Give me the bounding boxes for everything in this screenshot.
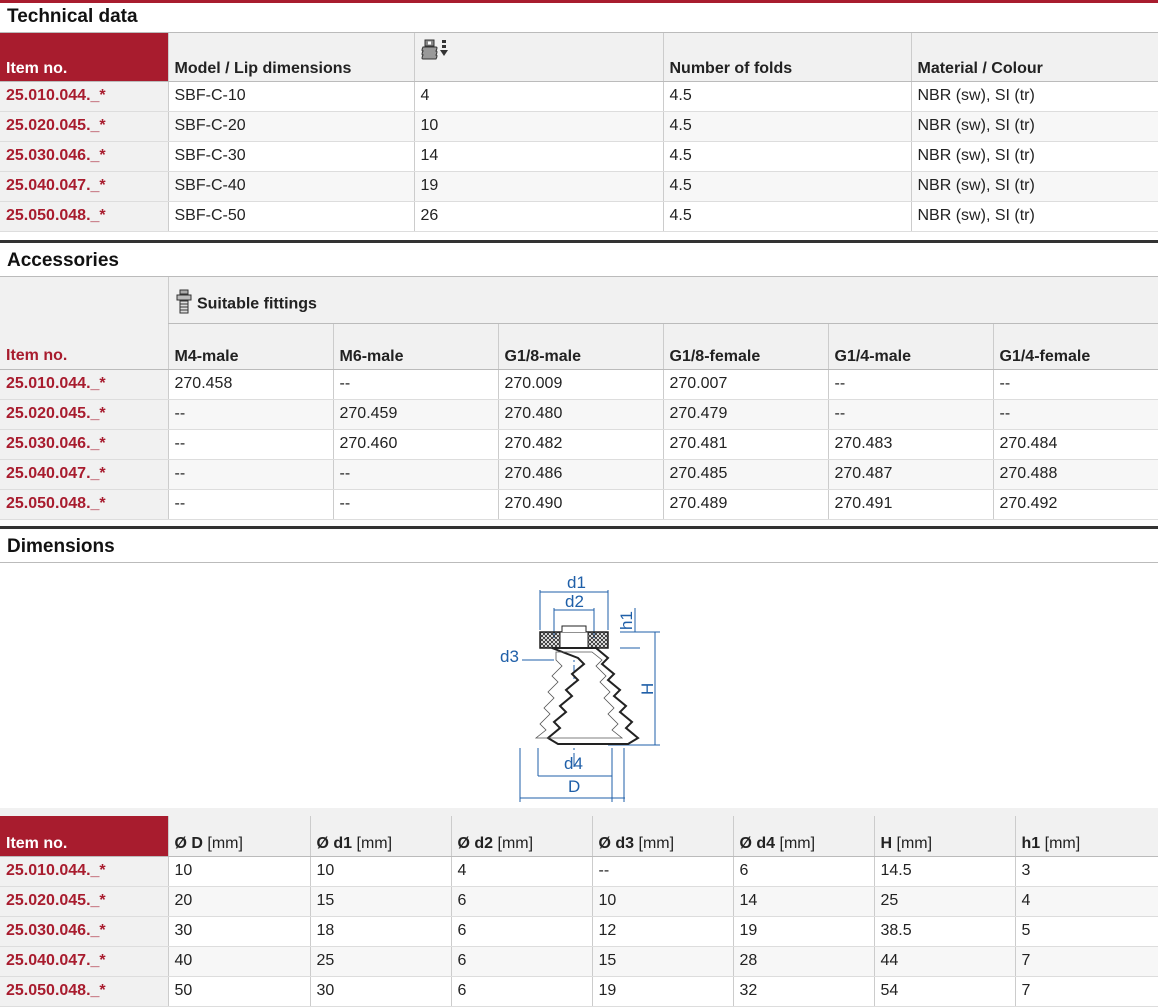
section-divider xyxy=(0,526,1158,529)
dimension-header xyxy=(451,816,592,856)
table-row xyxy=(0,459,1158,489)
table-row xyxy=(0,399,1158,429)
item-number-cell: 25.030.046._* xyxy=(0,429,168,459)
table-cell-H: 14.5 xyxy=(874,856,1015,886)
table-cell-H: 54 xyxy=(874,976,1015,1006)
suitable-fittings-header xyxy=(168,277,1158,323)
table-cell-c4: 270.481 xyxy=(663,429,828,459)
table-cell-c6: -- xyxy=(993,369,1158,399)
table-cell-h1: 4 xyxy=(1015,886,1158,916)
table-cell-c4: 270.485 xyxy=(663,459,828,489)
dimension-symbol: Ø d2 xyxy=(457,834,494,852)
table-cell-folds: 4.5 xyxy=(663,201,911,231)
technical-data-table xyxy=(0,33,1158,232)
label-d4: d4 xyxy=(564,754,583,773)
table-cell-c1: -- xyxy=(168,429,333,459)
dimension-unit: [mm] xyxy=(207,834,243,852)
table-cell-d3: 12 xyxy=(592,916,733,946)
table-cell-folds: 4.5 xyxy=(663,81,911,111)
divider xyxy=(0,562,1158,563)
item-number-cell: 25.020.045._* xyxy=(0,886,168,916)
table-cell-c4: 270.479 xyxy=(663,399,828,429)
table-cell-folds: 4.5 xyxy=(663,141,911,171)
g14-female-header: G1/4-female xyxy=(993,323,1158,369)
table-cell-c6: 270.484 xyxy=(993,429,1158,459)
table-cell-c1: -- xyxy=(168,489,333,519)
label-d1: d1 xyxy=(567,573,586,592)
item-number-cell: 25.020.045._* xyxy=(0,399,168,429)
table-cell-c3: 270.490 xyxy=(498,489,663,519)
table-cell-folds: 4.5 xyxy=(663,111,911,141)
dimension-unit: [mm] xyxy=(896,834,933,852)
table-cell-d3: 15 xyxy=(592,946,733,976)
item-number-cell: 25.050.048._* xyxy=(0,201,168,231)
item-number-cell: 25.010.044._* xyxy=(0,856,168,886)
table-cell-h1: 7 xyxy=(1015,946,1158,976)
table-cell-D: 40 xyxy=(168,946,310,976)
table-cell-c2: -- xyxy=(333,489,498,519)
m6-male-header: M6-male xyxy=(333,323,498,369)
table-cell-d4: 14 xyxy=(733,886,874,916)
item-number-cell: 25.040.047._* xyxy=(0,946,168,976)
table-cell-model: SBF-C-50 xyxy=(168,201,414,231)
material-header: Material / Colour xyxy=(911,33,1158,81)
label-h1: h1 xyxy=(617,611,636,630)
table-row xyxy=(0,489,1158,519)
accessories-title: Accessories xyxy=(7,250,119,271)
dimensions-table xyxy=(0,816,1158,1007)
table-row xyxy=(0,886,1158,916)
table-cell-d1: 15 xyxy=(310,886,451,916)
dimension-unit: [mm] xyxy=(1044,834,1081,852)
table-cell-d1: 30 xyxy=(310,976,451,1006)
table-cell-d2: 4 xyxy=(451,856,592,886)
item-number-cell: 25.030.046._* xyxy=(0,141,168,171)
item-number-cell: 25.050.048._* xyxy=(0,489,168,519)
table-cell-h1: 3 xyxy=(1015,856,1158,886)
table-cell-c6: 270.488 xyxy=(993,459,1158,489)
item-number-cell: 25.040.047._* xyxy=(0,171,168,201)
item-number-cell: 25.010.044._* xyxy=(0,369,168,399)
table-cell-d1: 18 xyxy=(310,916,451,946)
table-cell-c4: 270.007 xyxy=(663,369,828,399)
table-row xyxy=(0,429,1158,459)
table-cell-d2: 6 xyxy=(451,976,592,1006)
table-cell-folds: 4.5 xyxy=(663,171,911,201)
table-cell-vol: 10 xyxy=(414,111,663,141)
table-cell-vol: 14 xyxy=(414,141,663,171)
table-row xyxy=(0,81,1158,111)
table-row xyxy=(0,856,1158,886)
g18-male-header: G1/8-male xyxy=(498,323,663,369)
divider xyxy=(0,808,1158,816)
suction-volume-icon xyxy=(421,39,451,70)
table-cell-material: NBR (sw), SI (tr) xyxy=(911,111,1158,141)
table-cell-c6: 270.492 xyxy=(993,489,1158,519)
table-cell-c6: -- xyxy=(993,399,1158,429)
table-cell-H: 25 xyxy=(874,886,1015,916)
table-cell-material: NBR (sw), SI (tr) xyxy=(911,81,1158,111)
table-cell-c2: 270.459 xyxy=(333,399,498,429)
dimension-symbol: h1 xyxy=(1021,834,1041,852)
item-number-cell: 25.030.046._* xyxy=(0,916,168,946)
table-cell-c3: 270.480 xyxy=(498,399,663,429)
table-cell-c3: 270.482 xyxy=(498,429,663,459)
top-accent-line xyxy=(0,0,1158,3)
table-row xyxy=(0,111,1158,141)
table-cell-D: 50 xyxy=(168,976,310,1006)
table-cell-d1: 10 xyxy=(310,856,451,886)
fitting-icon xyxy=(175,289,193,320)
dimension-unit: [mm] xyxy=(779,834,816,852)
table-cell-c5: 270.491 xyxy=(828,489,993,519)
table-cell-d4: 28 xyxy=(733,946,874,976)
dimension-header xyxy=(310,816,451,856)
table-cell-c5: -- xyxy=(828,399,993,429)
table-cell-model: SBF-C-30 xyxy=(168,141,414,171)
table-cell-H: 38.5 xyxy=(874,916,1015,946)
table-cell-vol: 4 xyxy=(414,81,663,111)
table-cell-d2: 6 xyxy=(451,886,592,916)
table-cell-material: NBR (sw), SI (tr) xyxy=(911,201,1158,231)
dimension-unit: [mm] xyxy=(638,834,675,852)
dimension-header xyxy=(168,816,310,856)
item-no-header: Item no. xyxy=(0,816,168,856)
dimension-symbol: H xyxy=(880,834,893,852)
table-cell-model: SBF-C-20 xyxy=(168,111,414,141)
table-cell-c2: -- xyxy=(333,459,498,489)
section-divider xyxy=(0,240,1158,243)
table-cell-c4: 270.489 xyxy=(663,489,828,519)
item-number-cell: 25.040.047._* xyxy=(0,459,168,489)
dimension-drawing xyxy=(490,568,670,804)
table-cell-c5: -- xyxy=(828,369,993,399)
dimension-unit: [mm] xyxy=(356,834,393,852)
dimension-header xyxy=(733,816,874,856)
folds-header: Number of folds xyxy=(663,33,911,81)
table-cell-d4: 6 xyxy=(733,856,874,886)
table-cell-vol: 19 xyxy=(414,171,663,201)
table-cell-D: 10 xyxy=(168,856,310,886)
table-cell-d2: 6 xyxy=(451,916,592,946)
table-cell-d4: 32 xyxy=(733,976,874,1006)
g18-female-header: G1/8-female xyxy=(663,323,828,369)
item-no-header: Item no. xyxy=(0,33,168,81)
table-row xyxy=(0,171,1158,201)
table-cell-d2: 6 xyxy=(451,946,592,976)
table-cell-h1: 7 xyxy=(1015,976,1158,1006)
accessories-table xyxy=(0,277,1158,520)
table-cell-d3: 19 xyxy=(592,976,733,1006)
table-cell-c1: -- xyxy=(168,459,333,489)
table-row xyxy=(0,946,1158,976)
dimension-symbol: Ø D xyxy=(174,834,203,852)
table-cell-d3: -- xyxy=(592,856,733,886)
m4-male-header: M4-male xyxy=(168,323,333,369)
dimension-symbol: Ø d4 xyxy=(739,834,776,852)
suitable-fittings-label: Suitable fittings xyxy=(196,295,317,313)
item-number-cell: 25.050.048._* xyxy=(0,976,168,1006)
table-cell-c2: -- xyxy=(333,369,498,399)
table-row xyxy=(0,369,1158,399)
volume-header xyxy=(414,33,663,81)
label-d3: d3 xyxy=(500,647,519,666)
table-cell-d3: 10 xyxy=(592,886,733,916)
label-H: H xyxy=(638,682,657,695)
dimension-unit: [mm] xyxy=(497,834,534,852)
dimension-symbol: Ø d3 xyxy=(598,834,635,852)
label-D: D xyxy=(568,777,581,796)
table-cell-material: NBR (sw), SI (tr) xyxy=(911,171,1158,201)
table-cell-h1: 5 xyxy=(1015,916,1158,946)
dimension-header xyxy=(592,816,733,856)
table-cell-model: SBF-C-40 xyxy=(168,171,414,201)
item-number-cell: 25.020.045._* xyxy=(0,111,168,141)
table-cell-c2: 270.460 xyxy=(333,429,498,459)
dimension-symbol: Ø d1 xyxy=(316,834,353,852)
table-cell-d4: 19 xyxy=(733,916,874,946)
table-cell-c1: -- xyxy=(168,399,333,429)
item-number-cell: 25.010.044._* xyxy=(0,81,168,111)
table-cell-c3: 270.009 xyxy=(498,369,663,399)
model-header: Model / Lip dimensions xyxy=(168,33,414,81)
dimension-header xyxy=(1015,816,1158,856)
g14-male-header: G1/4-male xyxy=(828,323,993,369)
table-cell-D: 30 xyxy=(168,916,310,946)
table-cell-c3: 270.486 xyxy=(498,459,663,489)
table-cell-H: 44 xyxy=(874,946,1015,976)
dimension-header xyxy=(874,816,1015,856)
table-cell-c5: 270.487 xyxy=(828,459,993,489)
table-cell-c1: 270.458 xyxy=(168,369,333,399)
label-d2: d2 xyxy=(565,592,584,611)
dimensions-title: Dimensions xyxy=(7,536,115,557)
table-row xyxy=(0,201,1158,231)
table-row xyxy=(0,976,1158,1006)
table-cell-material: NBR (sw), SI (tr) xyxy=(911,141,1158,171)
table-cell-model: SBF-C-10 xyxy=(168,81,414,111)
table-cell-D: 20 xyxy=(168,886,310,916)
table-cell-c5: 270.483 xyxy=(828,429,993,459)
technical-data-title: Technical data xyxy=(7,6,138,27)
table-row xyxy=(0,916,1158,946)
table-cell-vol: 26 xyxy=(414,201,663,231)
table-cell-d1: 25 xyxy=(310,946,451,976)
table-row xyxy=(0,141,1158,171)
item-no-header: Item no. xyxy=(0,277,168,369)
